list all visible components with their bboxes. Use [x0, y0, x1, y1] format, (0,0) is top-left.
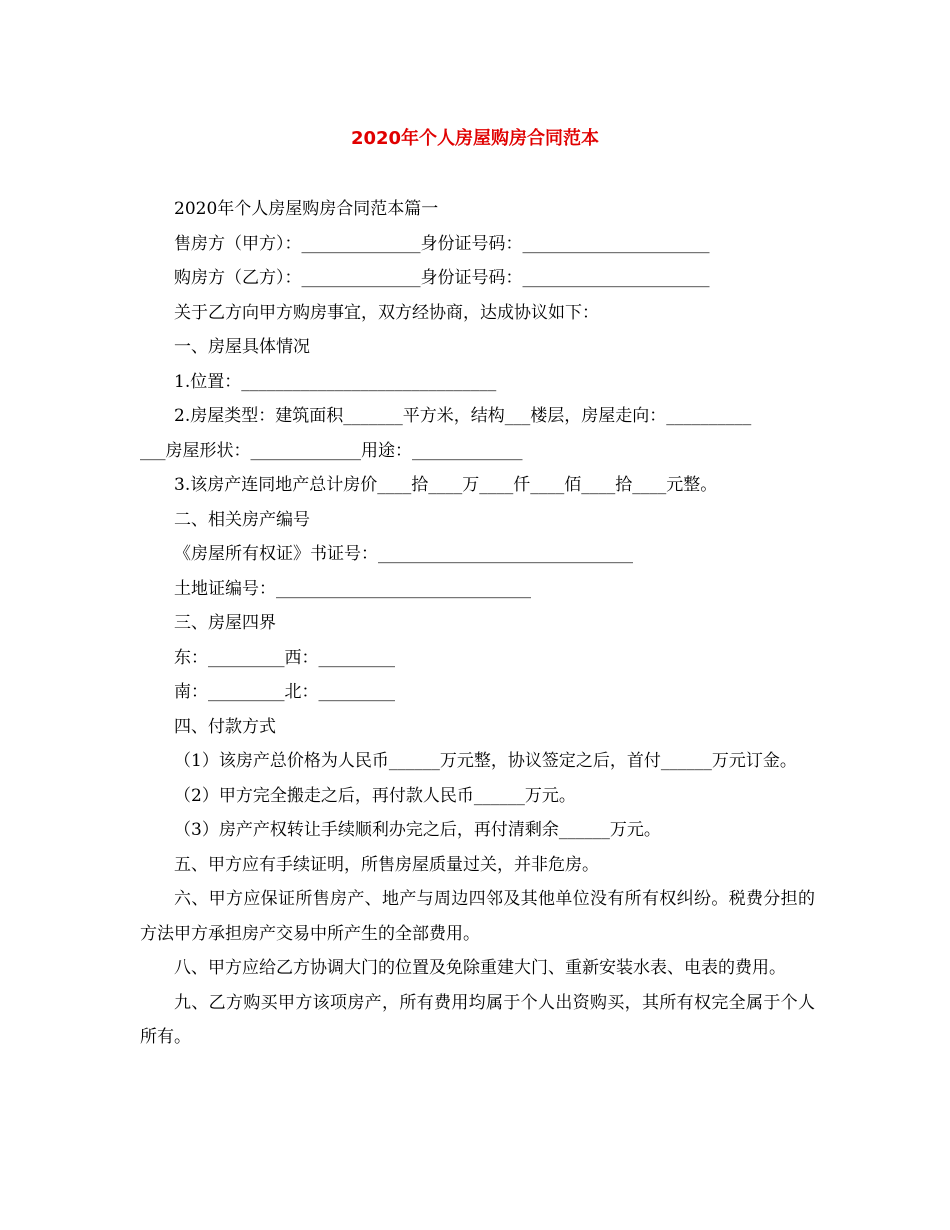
section-heading: 2020年个人房屋购房合同范本篇一	[174, 199, 439, 219]
clause-6: 六、甲方应保证所售房产、地产与周边四邻及其他单位没有所有权纠纷。税费分担的方法甲方承担房产交易中所产生的全部费用。	[140, 889, 815, 944]
buyer-line: 购房方（乙方）：______________身份证号码：______________________	[174, 268, 710, 288]
land-cert-line: 土地证编号：______________________________	[174, 578, 531, 599]
payment-item-1: （1）该房产总价格为人民币______万元整，协议签定之后，首付______万元订金。	[174, 751, 797, 771]
east-west-line: 东：_________西：_________	[174, 647, 395, 668]
clause-8: 八、甲方应给乙方协调大门的位置及免除重建大门、重新安装水表、电表的费用。	[174, 958, 786, 978]
document-body	[140, 192, 815, 1055]
clause-9: 九、乙方购买甲方该项房产，所有费用均属于个人出资购买，其所有权完全属于个人所有。	[140, 992, 815, 1047]
agreement-intro: 关于乙方向甲方购房事宜，双方经协商，达成协议如下：	[174, 302, 599, 323]
clause-heading-2: 二、相关房产编号	[174, 509, 310, 530]
location-line: 1.位置：______________________________	[174, 371, 497, 392]
south-north-line: 南：_________北：_________	[174, 682, 395, 702]
ownership-cert-line: 《房屋所有权证》书证号：______________________________	[174, 544, 633, 564]
house-type-line: 2.房屋类型：建筑面积_______平方米，结构___楼层，房屋走向：__________	[174, 406, 752, 426]
seller-line: 售房方（甲方）：______________身份证号码：______________________	[174, 233, 710, 254]
clause-heading-3: 三、房屋四界	[174, 613, 276, 633]
clause-heading-4: 四、付款方式	[174, 716, 276, 737]
house-shape-line: ___房屋形状：_____________用途：_____________	[140, 440, 523, 461]
document-title: 2020年个人房屋购房合同范本	[350, 128, 600, 149]
clause-5: 五、甲方应有手续证明，所售房屋质量过关，并非危房。	[174, 854, 599, 875]
clause-heading-1: 一、房屋具体情况	[174, 337, 310, 357]
total-price-line: 3.该房产连同地产总计房价____拾____万____仟____佰____拾____元整。	[174, 475, 718, 495]
payment-item-3: （3）房产产权转让手续顺利办完之后，再付清剩余______万元。	[174, 820, 661, 840]
payment-item-2: （2）甲方完全搬走之后，再付款人民币______万元。	[174, 785, 576, 806]
